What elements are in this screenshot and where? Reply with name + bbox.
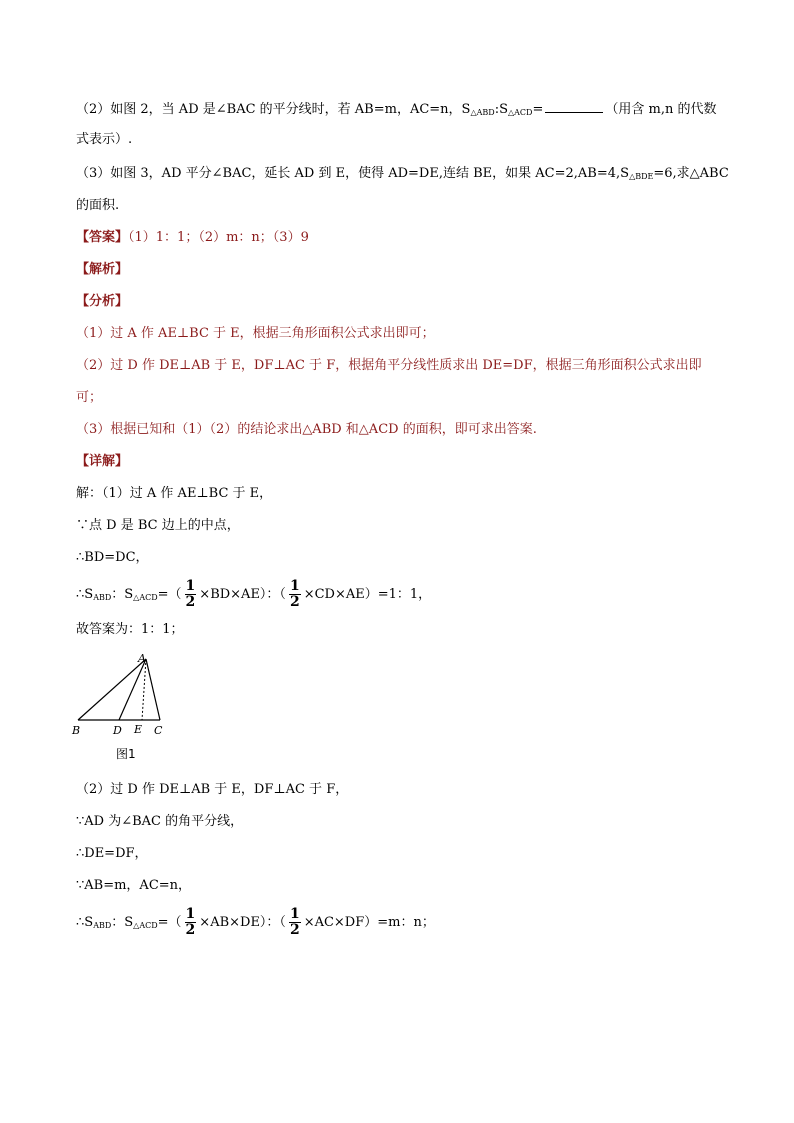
fraction-denominator: 2 <box>289 922 300 938</box>
fraction-denominator: 2 <box>289 594 300 610</box>
formula-sub-abd: ABD <box>93 921 112 930</box>
question-3-line-1 <box>76 164 729 187</box>
fraction-half <box>289 579 301 610</box>
detail-line-8: ∴DE=DF， <box>76 846 148 861</box>
answer-text: （1）1：1；（2）m：n；（3）9 <box>128 230 309 245</box>
figure-1-triangle <box>70 650 180 765</box>
figure-caption: 图1 <box>116 747 136 761</box>
question-2-line-1 <box>76 100 716 123</box>
formula-mid: ：S <box>111 915 134 930</box>
formula-eq: =（ <box>157 587 182 602</box>
q2-text-d: （用含 m,n 的代数 <box>605 102 717 117</box>
q2-text-b: :S <box>494 102 508 117</box>
formula-term-1: ×BD×AE）：（ <box>199 587 286 602</box>
analysis-line-3: 可； <box>76 390 103 405</box>
detail-line-10-formula <box>76 906 435 943</box>
label-e: E <box>134 723 143 736</box>
fraction-numerator: 1 <box>185 578 196 594</box>
fraction-numerator: 1 <box>289 906 300 922</box>
q3-text-b: =6,求△ABC <box>653 166 729 181</box>
detail-tag: 【详解】 <box>76 454 129 469</box>
label-d: D <box>113 724 122 737</box>
formula-mid: ：S <box>111 587 134 602</box>
label-c: C <box>154 724 163 737</box>
formula-prefix: ∴S <box>76 587 94 602</box>
detail-line-2: ∵点 D 是 BC 边上的中点， <box>76 518 240 533</box>
formula-sub-abd: ABD <box>93 593 112 602</box>
detail-line-1: 解：（1）过 A 作 AE⊥BC 于 E， <box>76 486 273 501</box>
segment-ab <box>78 659 146 720</box>
fraction-half <box>185 907 197 938</box>
formula-term-1: ×AB×DE）：（ <box>199 915 286 930</box>
label-b: B <box>72 724 81 737</box>
detail-line-7: ∵AD 为∠BAC 的角平分线， <box>76 814 244 829</box>
segment-ac <box>146 659 160 720</box>
formula-eq: =（ <box>157 915 182 930</box>
fenxi-tag: 【分析】 <box>76 294 129 309</box>
q2-sub-acd: △ACD <box>508 108 533 117</box>
fraction-numerator: 1 <box>289 578 300 594</box>
formula-term-2: ×CD×AE）=1：1， <box>303 587 432 602</box>
detail-line-4-formula <box>76 578 431 615</box>
detail-line-6: （2）过 D 作 DE⊥AB 于 E，DF⊥AC 于 F， <box>76 782 349 797</box>
analysis-line-4: （3）根据已知和（1）（2）的结论求出△ABD 和△ACD 的面积，即可求出答案. <box>76 422 537 437</box>
analysis-line-1: （1）过 A 作 AE⊥BC 于 E，根据三角形面积公式求出即可； <box>76 326 435 341</box>
q2-sub-abd: △ABD <box>470 108 495 117</box>
fraction-denominator: 2 <box>185 922 196 938</box>
formula-prefix: ∴S <box>76 915 94 930</box>
fraction-numerator: 1 <box>185 906 196 922</box>
fraction-half <box>185 579 197 610</box>
answer-line <box>76 228 309 248</box>
formula-term-2: ×AC×DF）=m：n； <box>303 915 435 930</box>
analysis-line-2: （2）过 D 作 DE⊥AB 于 E，DF⊥AC 于 F，根据角平分线性质求出 DE=DF，根据三角形面积公式求出即 <box>76 358 702 373</box>
label-a: A <box>138 652 146 665</box>
answer-tag: 【答案】 <box>76 230 129 245</box>
segment-ad <box>119 659 146 720</box>
question-3-line-2: 的面积. <box>76 198 120 213</box>
detail-line-3: ∴BD=DC， <box>76 550 149 565</box>
q3-text: （3）如图 3，AD 平分∠BAC，延长 AD 到 E，使得 AD=DE,连结 BE，如果 AC=2,AB=4,S <box>76 166 630 181</box>
fraction-denominator: 2 <box>185 594 196 610</box>
formula-sub-acd: △ACD <box>133 593 158 602</box>
fraction-half <box>289 907 301 938</box>
q3-sub-bde: △BDE <box>629 172 654 181</box>
q2-text: （2）如图 2，当 AD 是∠BAC 的平分线时，若 AB=m，AC=n，S <box>76 102 471 117</box>
formula-sub-acd: △ACD <box>133 921 158 930</box>
jiexi-tag: 【解析】 <box>76 262 129 277</box>
answer-blank[interactable] <box>545 100 603 113</box>
q2-equals: = <box>532 102 544 117</box>
detail-line-5: 故答案为：1：1； <box>76 622 184 637</box>
detail-line-9: ∵AB=m，AC=n， <box>76 878 192 893</box>
question-2-line-2: 式表示）. <box>76 132 133 147</box>
